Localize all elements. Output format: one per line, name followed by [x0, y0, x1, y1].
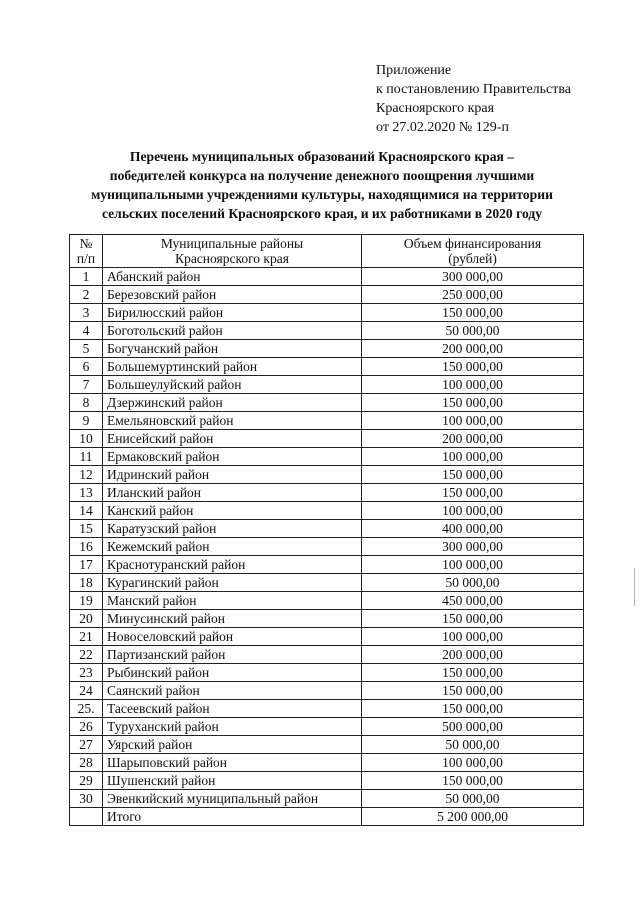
row-num: 12 [70, 466, 103, 484]
funding-table [69, 234, 584, 826]
row-amount: 150 000,00 [362, 772, 584, 790]
row-amount: 150 000,00 [362, 664, 584, 682]
row-num: 14 [70, 502, 103, 520]
row-amount: 150 000,00 [362, 466, 584, 484]
row-district: Шарыповский район [103, 754, 362, 772]
row-amount: 150 000,00 [362, 610, 584, 628]
title-line: Перечень муниципальных образований Красноярского края – [129, 149, 515, 164]
row-num: 26 [70, 718, 103, 736]
row-amount: 100 000,00 [362, 448, 584, 466]
row-district: Рыбинский район [103, 664, 362, 682]
row-district: Партизанский район [103, 646, 362, 664]
row-num: 7 [70, 376, 103, 394]
table-row [70, 556, 584, 574]
row-amount: 150 000,00 [362, 394, 584, 412]
row-district: Шушенский район [103, 772, 362, 790]
table-row [70, 772, 584, 790]
table-row [70, 268, 584, 286]
row-num: 11 [70, 448, 103, 466]
row-amount: 250 000,00 [362, 286, 584, 304]
row-district: Идринский район [103, 466, 362, 484]
row-district: Бирилюсский район [103, 304, 362, 322]
row-num: 20 [70, 610, 103, 628]
row-amount: 100 000,00 [362, 412, 584, 430]
table-row [70, 286, 584, 304]
appendix-line: к постановлению Правительства [376, 82, 572, 97]
total-row [70, 808, 584, 826]
row-district: Саянский район [103, 682, 362, 700]
document-title [40, 147, 604, 223]
row-amount: 100 000,00 [362, 556, 584, 574]
row-district: Большеулуйский район [103, 376, 362, 394]
row-num: 15 [70, 520, 103, 538]
row-district: Туруханский район [103, 718, 362, 736]
table-row [70, 394, 584, 412]
row-amount: 100 000,00 [362, 754, 584, 772]
appendix-line: Приложение [376, 63, 452, 78]
table-row [70, 790, 584, 808]
appendix-block [376, 61, 571, 137]
row-amount: 100 000,00 [362, 502, 584, 520]
header-district [103, 235, 362, 268]
table-row [70, 430, 584, 448]
row-district: Каратузский район [103, 520, 362, 538]
table-row [70, 520, 584, 538]
row-district: Новоселовский район [103, 628, 362, 646]
row-amount: 400 000,00 [362, 520, 584, 538]
table-row [70, 304, 584, 322]
row-num: 22 [70, 646, 103, 664]
table-row [70, 484, 584, 502]
table-row [70, 574, 584, 592]
row-num: 9 [70, 412, 103, 430]
header-district-line2: Красноярского края [175, 251, 289, 266]
row-num: 13 [70, 484, 103, 502]
row-num: 17 [70, 556, 103, 574]
row-district: Емельяновский район [103, 412, 362, 430]
table-row [70, 358, 584, 376]
row-district: Енисейский район [103, 430, 362, 448]
table-row [70, 340, 584, 358]
row-district: Абанский район [103, 268, 362, 286]
row-amount: 150 000,00 [362, 682, 584, 700]
table-row [70, 700, 584, 718]
table-row [70, 646, 584, 664]
row-num: 21 [70, 628, 103, 646]
table-row [70, 466, 584, 484]
row-amount: 150 000,00 [362, 304, 584, 322]
row-amount: 450 000,00 [362, 592, 584, 610]
appendix-line: Красноярского края [376, 101, 495, 116]
row-num: 6 [70, 358, 103, 376]
row-amount: 50 000,00 [362, 574, 584, 592]
row-num: 2 [70, 286, 103, 304]
row-num: 18 [70, 574, 103, 592]
row-district: Иланский район [103, 484, 362, 502]
row-district: Боготольский район [103, 322, 362, 340]
row-amount: 300 000,00 [362, 268, 584, 286]
row-district: Эвенкийский муниципальный район [103, 790, 362, 808]
row-amount: 150 000,00 [362, 700, 584, 718]
row-district: Краснотуранский район [103, 556, 362, 574]
header-num-line1: № [79, 236, 93, 251]
row-num: 8 [70, 394, 103, 412]
row-amount: 50 000,00 [362, 322, 584, 340]
table-body [70, 268, 584, 808]
row-amount: 50 000,00 [362, 736, 584, 754]
table-row [70, 754, 584, 772]
table-row [70, 592, 584, 610]
table-row [70, 376, 584, 394]
row-num: 28 [70, 754, 103, 772]
row-amount: 200 000,00 [362, 646, 584, 664]
title-line: сельских поселений Красноярского края, и их работниками в 2020 году [101, 206, 543, 221]
total-amount: 5 200 000,00 [362, 808, 584, 826]
row-district: Кежемский район [103, 538, 362, 556]
row-num: 19 [70, 592, 103, 610]
total-label: Итого [103, 808, 362, 826]
row-amount: 300 000,00 [362, 538, 584, 556]
row-district: Большемуртинский район [103, 358, 362, 376]
row-num: 25. [70, 700, 103, 718]
title-line: победителей конкурса на получение денежного поощрения лучшими [109, 168, 535, 183]
row-num: 16 [70, 538, 103, 556]
row-district: Курагинский район [103, 574, 362, 592]
row-district: Тасеевский район [103, 700, 362, 718]
row-amount: 150 000,00 [362, 484, 584, 502]
header-amount-line1: Объем финансирования [403, 236, 542, 251]
table-row [70, 412, 584, 430]
header-num-line2: п/п [76, 251, 96, 266]
table-row [70, 736, 584, 754]
total-num [70, 808, 103, 826]
row-num: 24 [70, 682, 103, 700]
row-num: 29 [70, 772, 103, 790]
table-row [70, 322, 584, 340]
table-row [70, 538, 584, 556]
row-num: 5 [70, 340, 103, 358]
row-num: 23 [70, 664, 103, 682]
row-amount: 150 000,00 [362, 358, 584, 376]
row-num: 1 [70, 268, 103, 286]
table-row [70, 664, 584, 682]
row-district: Канский район [103, 502, 362, 520]
row-amount: 100 000,00 [362, 376, 584, 394]
table-row [70, 610, 584, 628]
row-num: 27 [70, 736, 103, 754]
table-row [70, 448, 584, 466]
header-amount-line2: (рублей) [448, 251, 497, 266]
table-row [70, 628, 584, 646]
row-amount: 500 000,00 [362, 718, 584, 736]
row-amount: 200 000,00 [362, 340, 584, 358]
row-district: Манский район [103, 592, 362, 610]
row-amount: 200 000,00 [362, 430, 584, 448]
title-line: муниципальными учреждениями культуры, находящимися на территории [91, 187, 553, 202]
row-amount: 50 000,00 [362, 790, 584, 808]
row-num: 10 [70, 430, 103, 448]
table-row [70, 502, 584, 520]
row-district: Богучанский район [103, 340, 362, 358]
row-amount: 100 000,00 [362, 628, 584, 646]
table-row [70, 718, 584, 736]
row-num: 4 [70, 322, 103, 340]
header-num [70, 235, 103, 268]
row-district: Ермаковский район [103, 448, 362, 466]
row-district: Минусинский район [103, 610, 362, 628]
row-district: Уярский район [103, 736, 362, 754]
header-amount [362, 235, 584, 268]
row-district: Дзержинский район [103, 394, 362, 412]
row-num: 30 [70, 790, 103, 808]
appendix-line: от 27.02.2020 № 129-п [376, 120, 509, 135]
table-row [70, 682, 584, 700]
row-num: 3 [70, 304, 103, 322]
row-district: Березовский район [103, 286, 362, 304]
table-header-row [70, 235, 584, 268]
scan-margin-mark [634, 568, 635, 606]
header-district-line1: Муниципальные районы [160, 236, 304, 251]
